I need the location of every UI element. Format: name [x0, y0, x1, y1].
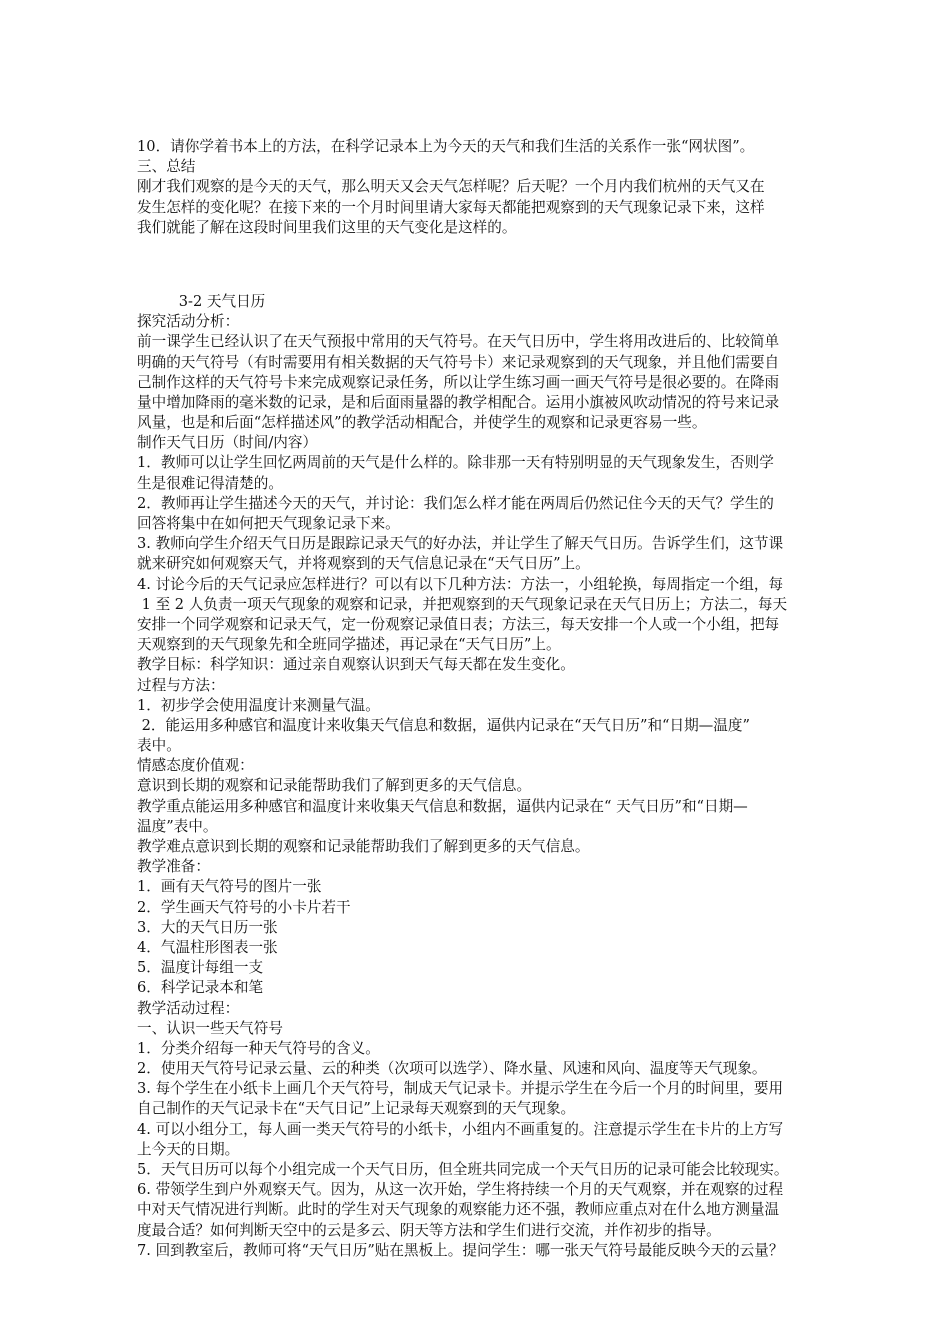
text-line: 我们就能了解在这段时间里我们这里的天气变化是这样的。: [137, 218, 517, 236]
text-line: 3．大的天气日历一张: [137, 918, 278, 936]
text-line: 6. 带领学生到户外观察天气。因为，从这一次开始，学生将持续一个月的天气观察，并在观察的过程: [137, 1181, 784, 1199]
text-line: 教学重点能运用多种感官和温度计来收集天气信息和数据，逼供内记录在“ 天气日历”和“日期—: [137, 797, 748, 815]
text-line: 6．科学记录本和笔: [137, 979, 264, 997]
text-line: 1．教师可以让学生回忆两周前的天气是什么样的。除非那一天有特别明显的天气现象发生，否则学: [137, 454, 774, 472]
text-line: 教学准备：: [137, 858, 210, 876]
text-line: 2．学生画天气符号的小卡片若干: [137, 898, 351, 916]
text-line: 10．请你学着书本上的方法，在科学记录本上为今天的天气和我们生活的关系作一张“网状图”。: [137, 138, 755, 155]
text-line: 己制作这样的天气符号卡来完成观察记录任务，所以让学生练习画一画天气符号是很必要的。在降雨: [137, 373, 780, 391]
text-line: 前一课学生已经认识了在天气预报中常用的天气符号。在天气日历中，学生将用改进后的、比较简单: [137, 333, 780, 351]
text-line: 7. 回到教室后，教师可将“天气日历”贴在黑板上。提问学生：哪一张天气符号最能反映今天的云量？: [137, 1241, 784, 1259]
text-line: 2．使用天气符号记录云量、云的种类（次项可以选学）、降水量、风速和风向、温度等天气现象。: [137, 1060, 767, 1078]
text-line: 教学目标：科学知识：通过亲自观察认识到天气每天都在发生变化。: [137, 656, 575, 674]
text-line: 教学难点意识到长期的观察和记录能帮助我们了解到更多的天气信息。: [137, 838, 590, 855]
text-line: 教学活动过程：: [137, 999, 240, 1017]
text-line: 3. 教师向学生介绍天气日历是跟踪记录天气的好办法，并让学生了解天气日历。告诉学生们，这节课: [137, 535, 784, 553]
text-line: 1．分类介绍每一种天气符号的含义。: [137, 1039, 380, 1057]
text-line: 明确的天气符号（有时需要用有相关数据的天气符号卡）来记录观察到的天气现象，并且他们需要自: [137, 353, 780, 371]
text-line: 探究活动分析：: [137, 313, 240, 331]
text-line: 意识到长期的观察和记录能帮助我们了解到更多的天气信息。: [137, 777, 532, 795]
lesson-heading: 3-2 天气日历: [137, 292, 266, 310]
text-line: 回答将集中在如何把天气现象记录下来。: [137, 515, 400, 532]
text-line: 安排一个同学观察和记录天气，定一份观察记录值日表；方法三，每天安排一个人或一个小组，把每: [137, 615, 780, 633]
text-line: 生是很难记得清楚的。: [137, 474, 283, 492]
text-line: 度最合适？如何判断天空中的云是多云、阴天等方法和学生们进行交流，并作初步的指导。: [137, 1221, 721, 1239]
text-line: 上今天的日期。: [137, 1140, 240, 1158]
text-line: 刚才我们观察的是今天的天气，那么明天又会天气怎样呢？后天呢？一个月内我们杭州的天气又在: [137, 178, 765, 196]
text-line: 1．初步学会使用温度计来测量气温。: [137, 696, 380, 714]
text-line: 温度”表中。: [137, 817, 218, 835]
text-line: 3. 每个学生在小纸卡上画几个天气符号，制成天气记录卡。并提示学生在今后一个月的时间里，要用: [137, 1080, 784, 1098]
text-line: 中对天气情况进行判断。此时的学生对天气现象的观察能力还不强，教师应重点对在什么地方测量温: [137, 1201, 780, 1219]
text-line: 1．画有天气符号的图片一张: [137, 878, 322, 896]
text-line: 5．温度计每组一支: [137, 959, 264, 977]
text-line: 2．教师再让学生描述今天的天气，并讨论：我们怎么样才能在两周后仍然记住今天的天气？学生的: [137, 494, 774, 512]
text-line: 天观察到的天气现象先和全班同学描述，再记录在“天气日历”上。: [137, 636, 561, 654]
text-line: 4. 可以小组分工，每人画一类天气符号的小纸卡，小组内不画重复的。注意提示学生在卡片的上方写: [137, 1120, 784, 1138]
text-line: 制作天气日历（时间/内容）: [137, 434, 318, 452]
text-line: 风量，也是和后面“怎样描述风”的教学活动相配合，并使学生的观察和记录更容易一些。: [137, 414, 707, 432]
text-line: 4．气温柱形图表一张: [137, 938, 278, 956]
text-line: 5．天气日历可以每个小组完成一个天气日历，但全班共同完成一个天气日历的记录可能会比较现实。: [137, 1161, 789, 1178]
text-line: 三、总结: [137, 158, 196, 176]
section-gap: [137, 238, 865, 292]
lesson-body: [137, 312, 865, 1261]
text-line: 表中。: [137, 737, 181, 755]
document-page: [137, 137, 865, 1261]
text-line: 2．能运用多种感官和温度计来收集天气信息和数据，逼供内记录在“天气日历”和“日期—温度”: [137, 716, 750, 734]
summary-section: [137, 137, 865, 238]
text-line: 情感态度价值观：: [137, 757, 254, 775]
text-line: 量中增加降雨的毫米数的记录，是和后面雨量器的教学相配合。运用小旗被风吹动情况的符号来记录: [137, 393, 780, 411]
text-line: 4. 讨论今后的天气记录应怎样进行？可以有以下几种方法：方法一，小组轮换，每周指定一个组，每: [137, 575, 784, 593]
text-line: 1 至 2 人负责一项天气现象的观察和记录，并把观察到的天气现象记录在天气日历上；方法二，每天: [137, 595, 788, 613]
text-line: 自己制作的天气记录卡在“天气日记”上记录每天观察到的天气现象。: [137, 1100, 576, 1118]
text-line: 过程与方法：: [137, 676, 225, 694]
text-line: 发生怎样的变化呢？在接下来的一个月时间里请大家每天都能把观察到的天气现象记录下来，这样: [137, 198, 765, 216]
text-line: 就来研究如何观察天气，并将观察到的天气信息记录在“天气日历”上。: [137, 555, 590, 573]
text-line: 一、认识一些天气符号: [137, 1019, 283, 1037]
